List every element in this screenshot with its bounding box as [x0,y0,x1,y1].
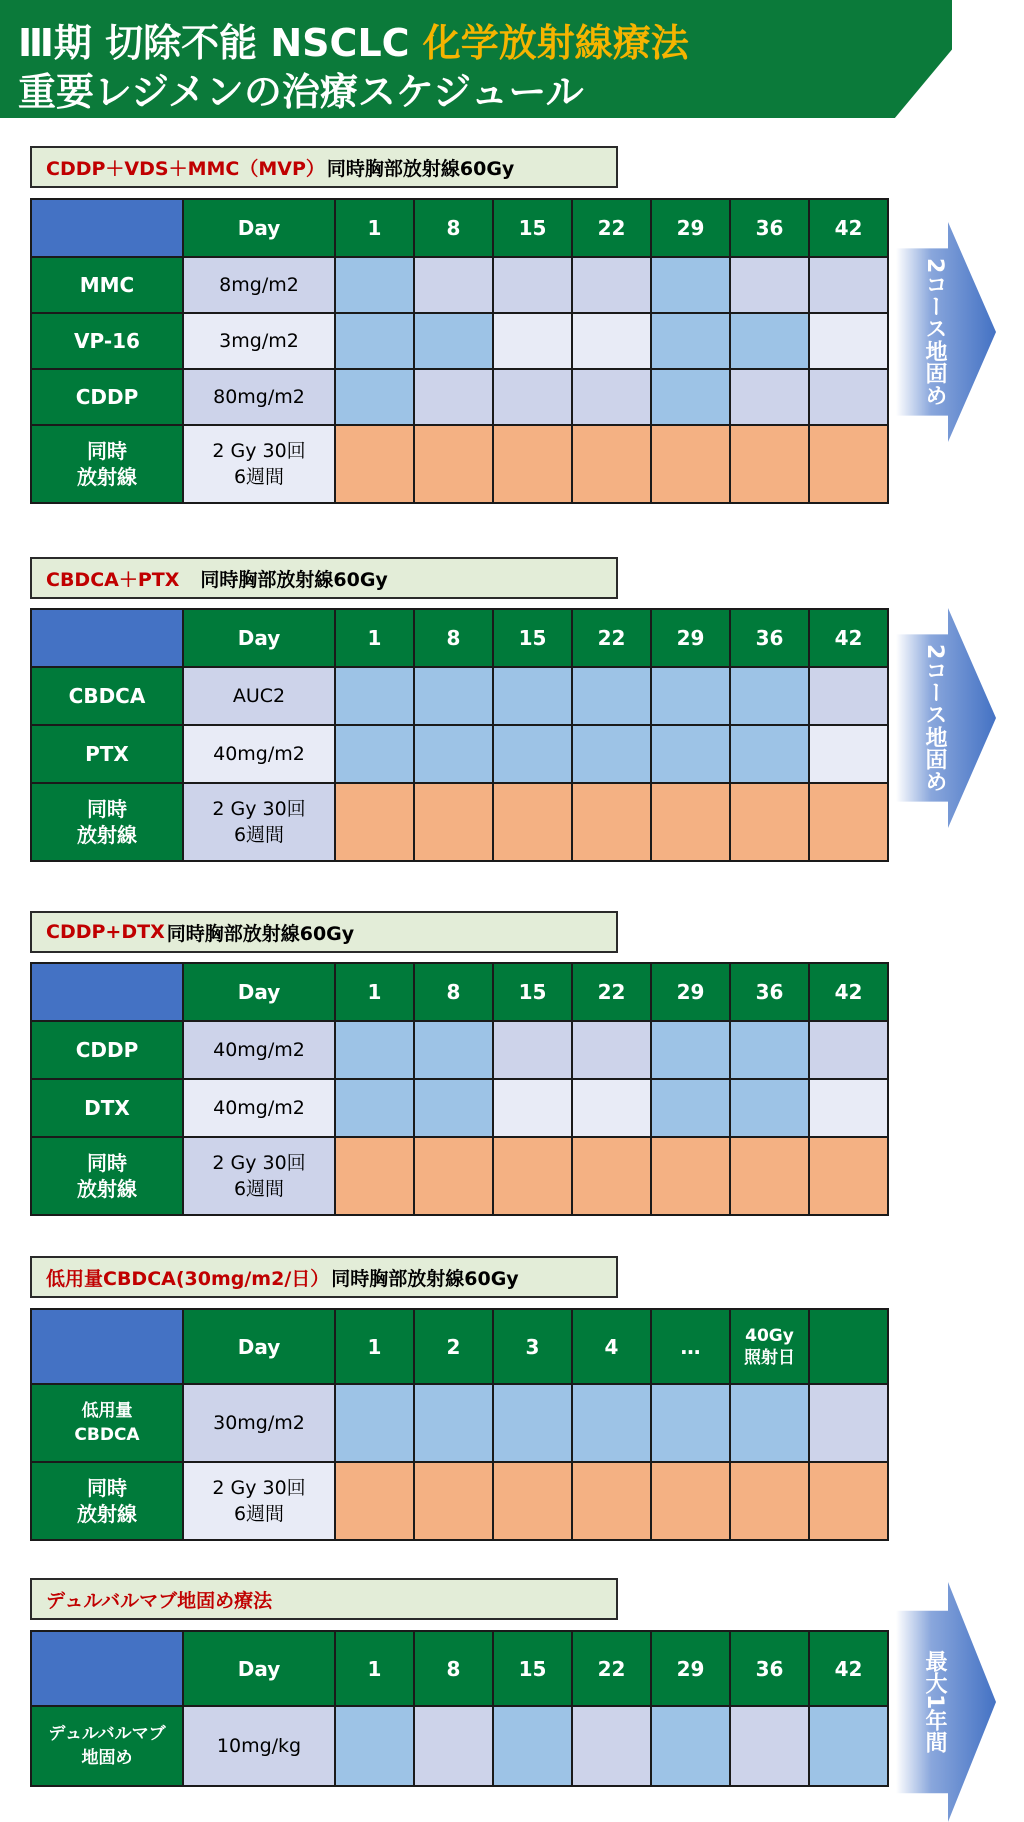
drug-name-cell [31,783,183,861]
day-column-header: 29 [651,609,730,667]
radiation-cell [335,1462,414,1540]
day-column-header: 2 [414,1309,493,1384]
text-line: デュルバルマブ [48,1724,166,1744]
corner-cell [31,609,183,667]
regimen-title [30,1256,618,1298]
day-column-header: 22 [572,199,651,257]
dose-day-cell [335,1384,414,1462]
rest-day-cell [809,725,888,783]
radiation-cell [730,1462,809,1540]
day-column-header: 36 [730,1631,809,1706]
radiation-cell [335,1137,414,1215]
banner-highlight: 化学放射線療法 [422,21,689,65]
dose-day-cell [651,1079,730,1137]
text-line: 2 Gy 30回 [212,798,306,820]
text-line: 地固め [922,725,947,792]
drug-name-cell [31,1384,183,1462]
text-line: 放射線 [77,823,137,847]
dose-day-cell [414,1021,493,1079]
dose-day-cell [730,313,809,369]
banner-title-line1: Ⅲ期 切除不能 NSCLC 化学放射線療法 [18,21,689,65]
dose-day-cell [651,725,730,783]
schedule-row [31,1079,888,1137]
text-line: 放射線 [77,465,137,489]
radiation-cell [572,1462,651,1540]
dose-cell [183,1079,335,1137]
rest-day-cell [414,369,493,425]
text-line: 同時 [87,797,127,821]
day-header-label: Day [237,1656,281,1681]
text-line: PTX [85,742,129,766]
dose-day-cell [335,257,414,313]
dose-cell [183,369,335,425]
radiation-cell [493,425,572,503]
schedule-table [30,608,889,862]
day-column-header: 42 [809,963,888,1021]
corner-cell [31,1309,183,1384]
text-line: 放射線 [77,1177,137,1201]
rest-day-cell [809,1021,888,1079]
arrow-label [904,1611,964,1793]
rest-day-cell [493,257,572,313]
drug-name-cell [31,1137,183,1215]
dose-day-cell [335,313,414,369]
radiation-cell [651,1462,730,1540]
rest-day-cell [572,257,651,313]
dose-day-cell [651,667,730,725]
rest-day-cell [572,313,651,369]
rest-day-cell [809,667,888,725]
corner-cell [31,1631,183,1706]
dose-day-cell [651,369,730,425]
day-column-header: 36 [730,199,809,257]
day-header [183,199,335,257]
header-row [31,609,888,667]
dose-day-cell [493,1706,572,1786]
radiation-cell [651,783,730,861]
day-header-label: Day [237,1334,281,1359]
day-header-label: Day [237,626,281,650]
regimen-title [30,557,618,599]
dose-day-cell [335,1079,414,1137]
dose-day-cell [335,667,414,725]
text-line: 2 Gy 30回 [212,1152,306,1174]
regimen-title-red: CDDP＋VDS＋MMC（MVP） [46,157,325,180]
dose-day-cell [493,667,572,725]
banner-title-line2: 重要レジメンの治療スケジュール [18,70,584,114]
radiation-cell [730,783,809,861]
text-line: 放射線 [77,1502,137,1526]
rest-day-cell [572,1021,651,1079]
text-line: AUC2 [232,685,286,707]
day-column-header: 1 [335,1309,414,1384]
dose-day-cell [730,1021,809,1079]
dose-cell [183,1021,335,1079]
dose-cell [183,667,335,725]
text-line: 6週間 [233,824,285,846]
rest-day-cell [493,313,572,369]
text-line: 6週間 [233,466,285,488]
drug-name-cell [31,1462,183,1540]
dose-day-cell [572,1384,651,1462]
day-header [183,1631,335,1706]
schedule-table [30,198,889,504]
rest-day-cell [572,1706,651,1786]
regimen-title-black: 同時胸部放射線60Gy [326,157,515,180]
day-column-header: 22 [572,1631,651,1706]
drug-name-cell [31,313,183,369]
corner-cell [31,963,183,1021]
header-row [31,963,888,1021]
text-line: DTX [84,1096,130,1120]
rest-day-cell [730,1706,809,1786]
rest-day-cell [809,369,888,425]
day-header-label: Day [237,980,281,1004]
dose-day-cell [414,1384,493,1462]
radiation-cell [809,1137,888,1215]
schedule-row [31,1706,888,1786]
dose-day-cell [730,725,809,783]
text-line: 2コース [922,258,947,340]
day-column-header: 22 [572,963,651,1021]
text-line: MMC [79,273,135,297]
corner-cell [31,199,183,257]
dose-day-cell [493,1384,572,1462]
text-line: 2 Gy 30回 [212,1477,306,1499]
day-header [183,963,335,1021]
day-column-header: 15 [493,963,572,1021]
day-column-header: 3 [493,1309,572,1384]
text-line: 6週間 [233,1178,285,1200]
day-column-header: 8 [414,609,493,667]
text-line: 10mg/kg [216,1735,302,1757]
text-line: 30mg/m2 [213,1412,305,1434]
schedule-row [31,783,888,861]
dose-day-cell [651,1021,730,1079]
regimen-title-red: 低用量CBDCA(30mg/m2/日） [46,1267,330,1290]
text-line: CDDP [75,385,139,409]
day-column-header: 42 [809,609,888,667]
schedule-row [31,725,888,783]
rest-day-cell [809,1079,888,1137]
dose-cell [183,1384,335,1462]
text-line: 40mg/m2 [213,1039,305,1061]
dose-cell [183,1137,335,1215]
day-column-header: … [651,1309,730,1384]
text-line: 3mg/m2 [219,330,299,352]
dose-day-cell [414,725,493,783]
rest-day-cell [572,1079,651,1137]
dose-day-cell [335,725,414,783]
header-row [31,1631,888,1706]
text-line: 6週間 [233,1503,285,1525]
text-line: 同時 [87,1476,127,1500]
schedule-row [31,313,888,369]
radiation-cell [651,425,730,503]
day-column-header: 29 [651,963,730,1021]
day-column-header: 29 [651,199,730,257]
drug-name-cell [31,725,183,783]
drug-name-cell [31,667,183,725]
schedule-row [31,369,888,425]
radiation-cell [809,1462,888,1540]
header-row [31,1309,888,1384]
drug-name-cell [31,1706,183,1786]
text-line: 同時 [87,439,127,463]
arrow-label [904,634,964,801]
regimen-title-red: CDDP+DTX [46,921,165,943]
schedule-table [30,962,889,1216]
dose-day-cell [651,313,730,369]
schedule-row [31,1021,888,1079]
rest-day-cell [809,257,888,313]
dose-day-cell [572,667,651,725]
dose-day-cell [730,667,809,725]
regimen-title [30,911,618,953]
dose-day-cell [730,1079,809,1137]
day-column-header: 36 [730,609,809,667]
drug-name-cell [31,369,183,425]
dose-cell [183,725,335,783]
radiation-cell [730,425,809,503]
dose-day-cell [493,725,572,783]
radiation-cell [414,1137,493,1215]
dose-cell [183,783,335,861]
dose-cell [183,1462,335,1540]
radiation-cell [335,783,414,861]
arrow-label [904,248,964,415]
text-line: 80mg/m2 [213,386,305,408]
dose-day-cell [335,369,414,425]
day-column-header [809,1309,888,1384]
day-header [183,609,335,667]
drug-name-cell [31,257,183,313]
text-line: 同時 [87,1151,127,1175]
day-column-header: 15 [493,609,572,667]
dose-day-cell [651,1706,730,1786]
dose-day-cell [651,1384,730,1462]
text-line: 8mg/m2 [219,274,299,296]
schedule-row [31,667,888,725]
text-line: VP-16 [74,329,140,353]
rest-day-cell [414,257,493,313]
schedule-row [31,1384,888,1462]
dose-day-cell [572,725,651,783]
dose-cell [183,313,335,369]
radiation-cell [809,425,888,503]
day-column-header: 4 [572,1309,651,1384]
day-column-header: 1 [335,199,414,257]
radiation-cell [730,1137,809,1215]
drug-name-cell [31,425,183,503]
dose-day-cell [414,1079,493,1137]
rest-day-cell [809,1384,888,1462]
rest-day-cell [572,369,651,425]
dose-cell [183,425,335,503]
radiation-cell [651,1137,730,1215]
text-line: CBDCA [74,1425,140,1445]
regimen-title-red: デュルバルマブ地固め療法 [46,1589,273,1612]
dose-day-cell [809,1706,888,1786]
text-line: 低用量 [81,1401,133,1421]
day-column-header: 8 [414,963,493,1021]
radiation-cell [809,783,888,861]
text-line: 40mg/m2 [213,1097,305,1119]
schedule-row [31,257,888,313]
text-line: CDDP [75,1038,139,1062]
day-header [183,1309,335,1384]
schedule-table [30,1308,889,1541]
radiation-cell [572,1137,651,1215]
text-line: 2コース [922,644,947,726]
day-header-label: Day [237,216,281,240]
day-column-header: 15 [493,199,572,257]
regimen-title-red: CBDCA＋PTX [46,568,180,591]
day-column-header: 1 [335,1631,414,1706]
rest-day-cell [493,1021,572,1079]
dose-day-cell [335,1021,414,1079]
drug-name-cell [31,1021,183,1079]
header-row [31,199,888,257]
radiation-cell [572,783,651,861]
text-line: CBDCA [68,684,146,708]
dose-day-cell [730,1384,809,1462]
regimen-title [30,1578,618,1620]
text-line: 2 Gy 30回 [212,440,306,462]
dose-cell [183,1706,335,1786]
regimen-title-black: 同時胸部放射線60Gy [166,922,355,945]
schedule-row [31,425,888,503]
dose-day-cell [651,257,730,313]
text-line: 地固め [922,339,947,406]
day-column-header: 40Gy 照射日 [730,1309,809,1384]
radiation-cell [493,783,572,861]
regimen-title-black: 同時胸部放射線60Gy [181,568,388,591]
dose-cell [183,257,335,313]
day-column-header: 42 [809,1631,888,1706]
day-column-header: 1 [335,963,414,1021]
radiation-cell [414,425,493,503]
radiation-cell [414,783,493,861]
drug-name-cell [31,1079,183,1137]
radiation-cell [493,1137,572,1215]
radiation-cell [572,425,651,503]
dose-day-cell [335,1706,414,1786]
schedule-row [31,1137,888,1215]
schedule-row [31,1462,888,1540]
dose-day-cell [414,667,493,725]
regimen-title-black: 同時胸部放射線60Gy [331,1267,519,1290]
rest-day-cell [414,1706,493,1786]
text-line: 地固め [81,1748,133,1768]
day-column-header: 22 [572,609,651,667]
radiation-cell [493,1462,572,1540]
day-column-header: 29 [651,1631,730,1706]
rest-day-cell [730,257,809,313]
rest-day-cell [493,1079,572,1137]
day-column-header: 15 [493,1631,572,1706]
regimen-title [30,146,618,188]
radiation-cell [414,1462,493,1540]
rest-day-cell [493,369,572,425]
day-column-header: 8 [414,1631,493,1706]
radiation-cell [335,425,414,503]
day-column-header: 42 [809,199,888,257]
rest-day-cell [730,369,809,425]
day-column-header: 1 [335,609,414,667]
schedule-table [30,1630,889,1787]
day-column-header: 36 [730,963,809,1021]
text-line: 最大1年間 [922,1650,947,1754]
dose-day-cell [414,313,493,369]
day-column-header: 8 [414,199,493,257]
rest-day-cell [809,313,888,369]
text-line: 40mg/m2 [213,743,305,765]
